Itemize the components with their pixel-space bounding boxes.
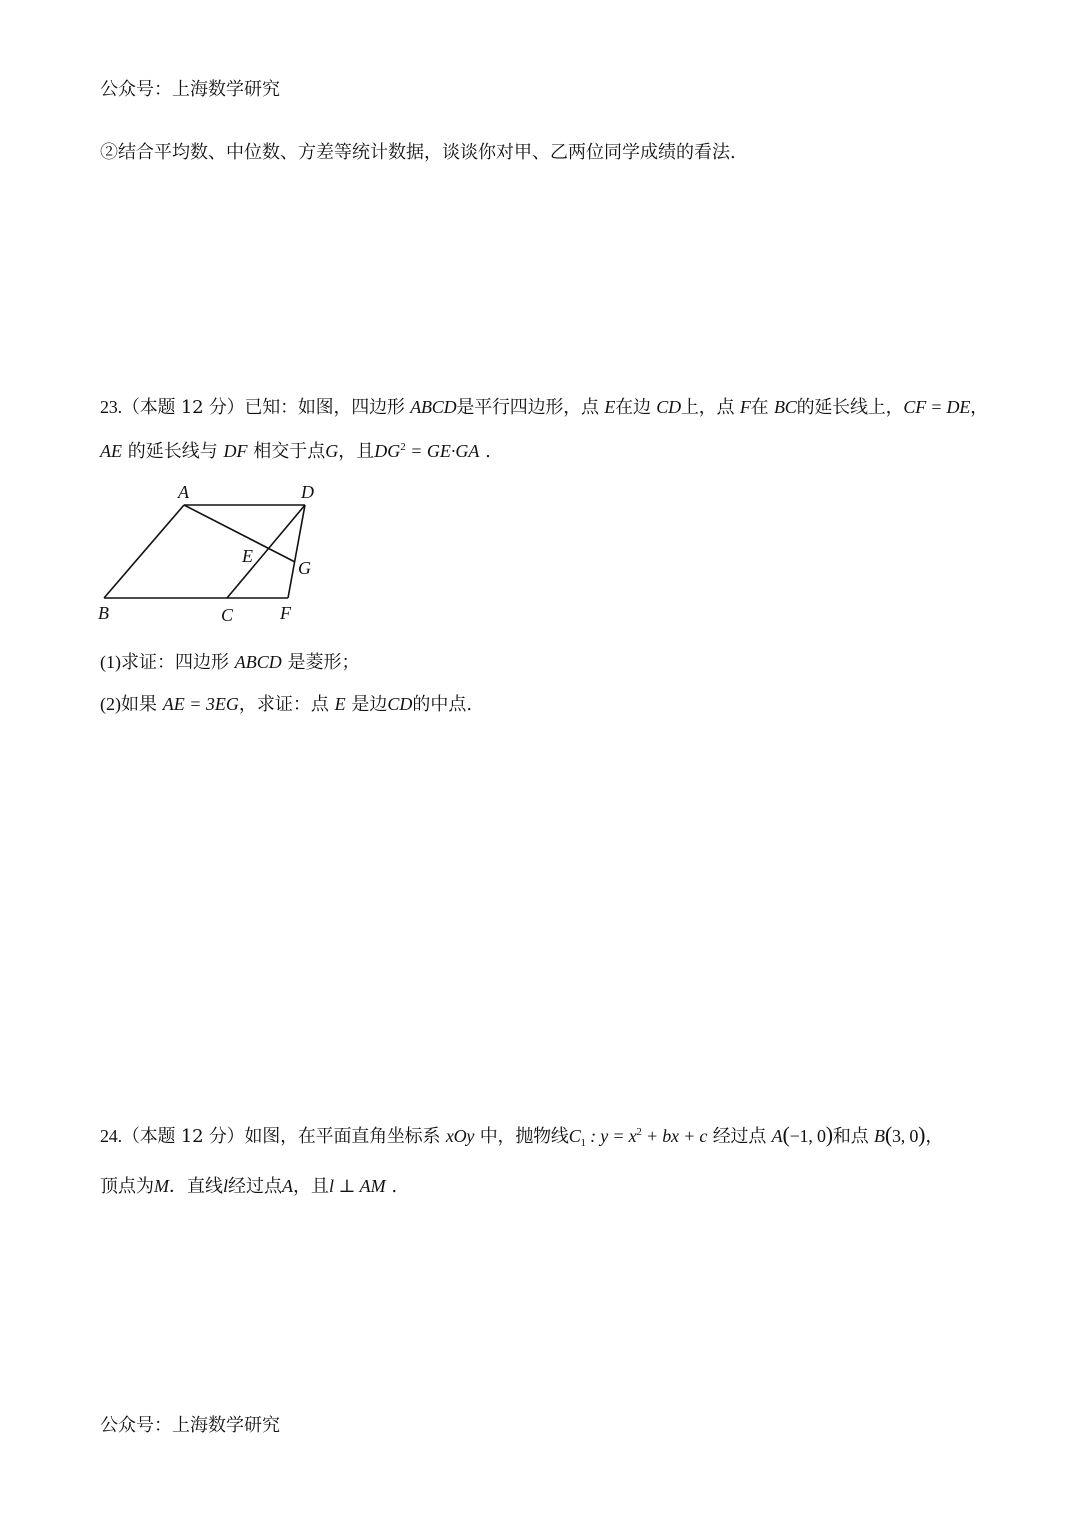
q24-b-rparen: ): [918, 1122, 926, 1147]
q23-g: G: [325, 441, 339, 461]
label-b: B: [98, 603, 109, 623]
q23-comma: ，: [970, 397, 988, 418]
q22-part2: [100, 141, 736, 165]
q23-part2-text-c: 是边: [351, 694, 388, 715]
q24-c1: C: [568, 1126, 581, 1146]
q23-part1-text-b: 是菱形；: [287, 652, 360, 673]
q24-a2: A: [282, 1176, 294, 1196]
q24-comma: ，: [925, 1126, 944, 1147]
q23-part2-text-a: 如果: [121, 694, 157, 715]
q24-xoy: xOy: [445, 1126, 475, 1146]
q23-number: 23.: [100, 397, 122, 417]
q24-a: A: [771, 1126, 783, 1146]
q23-cond1: CF = DE: [903, 397, 971, 417]
q24-c1-sub: 1: [580, 1137, 586, 1149]
q24-rest-eq: + bx + c: [641, 1126, 708, 1146]
q23-part2-num: (2): [100, 694, 121, 714]
q24-intro: 如图，在平面直角坐标系: [244, 1126, 441, 1147]
q23-part2-e: E: [334, 694, 346, 714]
q23-period: .: [485, 441, 491, 462]
q22-part2-marker: ②: [100, 142, 118, 163]
q23-cd: CD: [656, 397, 681, 417]
q23-part2-text-d: 的中点.: [412, 694, 473, 715]
q23-cond2-rhs: = GE·GA: [405, 441, 480, 461]
q23-ext-and: 的延长线与: [127, 441, 218, 462]
page-footer: 公众号：上海数学研究: [100, 1415, 280, 1436]
q24-exp: 2: [636, 1126, 642, 1138]
q24-perp: l ⊥ AM: [329, 1176, 386, 1196]
q23-e: E: [604, 397, 616, 417]
q23-cond2-lhs: DG: [374, 441, 401, 461]
q23-in: 在: [750, 397, 769, 418]
q23-part2-text-b: ，求证：点: [238, 694, 329, 715]
q23-cond2-exp: 2: [400, 441, 406, 453]
q23-line1: [100, 395, 988, 420]
segment-fd: [288, 505, 305, 598]
q24-line2-d: ，且: [293, 1176, 330, 1197]
q24-m: M: [154, 1176, 169, 1196]
q23-intro: 已知：如图，四边形: [244, 397, 405, 418]
q23-part1-text-a: 求证：四边形: [121, 652, 229, 673]
q24-colon-y: : y = x: [585, 1126, 637, 1146]
q24-and-point: 和点: [832, 1126, 869, 1147]
q23-score: （本题 12 分）: [121, 397, 245, 418]
q23-is-parallelogram: 是平行四边形，点: [456, 397, 599, 418]
label-f: F: [280, 603, 291, 623]
q23-on-side: 在边: [615, 397, 651, 418]
q24-b-coords: 3, 0: [891, 1126, 919, 1146]
q24-period: .: [391, 1176, 398, 1197]
q24-l: l: [223, 1176, 229, 1196]
label-e: E: [242, 546, 253, 566]
q23-df: DF: [223, 441, 248, 461]
q23-ae: AE: [100, 441, 122, 461]
q24-a-lparen: (: [782, 1122, 790, 1147]
q23-on-point: 上，点: [680, 397, 735, 418]
label-g: G: [298, 558, 311, 578]
q24-a-coords: −1, 0: [789, 1126, 826, 1146]
q23-part2: [100, 692, 472, 717]
label-a: A: [178, 482, 189, 502]
segment-ag: [184, 505, 295, 562]
segment-cd: [227, 505, 305, 598]
q22-part2-text: 结合平均数、中位数、方差等统计数据，谈谈你对甲、乙两位同学成绩的看法.: [118, 142, 736, 163]
q23-and: ，且: [338, 441, 375, 462]
q23-part1-abcd: ABCD: [234, 652, 282, 672]
q23-bc: BC: [773, 397, 797, 417]
q24-passes: 经过点: [712, 1126, 767, 1147]
q24-score: （本题 12 分）: [121, 1126, 245, 1147]
q24-b-lparen: (: [884, 1122, 892, 1147]
q24-a-rparen: ): [825, 1122, 833, 1147]
q23-cond2: [374, 441, 479, 461]
q24-line2-c: 经过点: [228, 1176, 283, 1197]
q23-part2-cd: CD: [387, 694, 413, 714]
q24-line2-b: ．直线: [169, 1176, 223, 1197]
label-d: D: [301, 482, 314, 502]
q24-b: B: [874, 1126, 885, 1146]
q23-line2: [100, 439, 491, 464]
q23-ext-on: 的延长线上，: [796, 397, 904, 418]
q23-f: F: [739, 397, 751, 417]
q23-figure: [90, 478, 330, 628]
q24-number: 24.: [100, 1126, 122, 1146]
page-header: 公众号：上海数学研究: [100, 79, 280, 100]
q24-line2: [100, 1174, 397, 1199]
q23-intersect: 相交于点: [253, 441, 326, 462]
q24-equation: [568, 1126, 708, 1149]
q23-part2-cond: AE = 3EG: [162, 694, 239, 714]
q24-middle: 中，抛物线: [479, 1126, 569, 1147]
q24-line2-a: 顶点为: [100, 1176, 154, 1197]
segment-ba: [104, 505, 184, 598]
q23-abcd: ABCD: [410, 397, 457, 417]
q24-line1: [100, 1123, 943, 1149]
label-c: C: [221, 605, 234, 625]
q23-part1-num: (1): [100, 652, 121, 672]
q23-part1: [100, 650, 359, 675]
